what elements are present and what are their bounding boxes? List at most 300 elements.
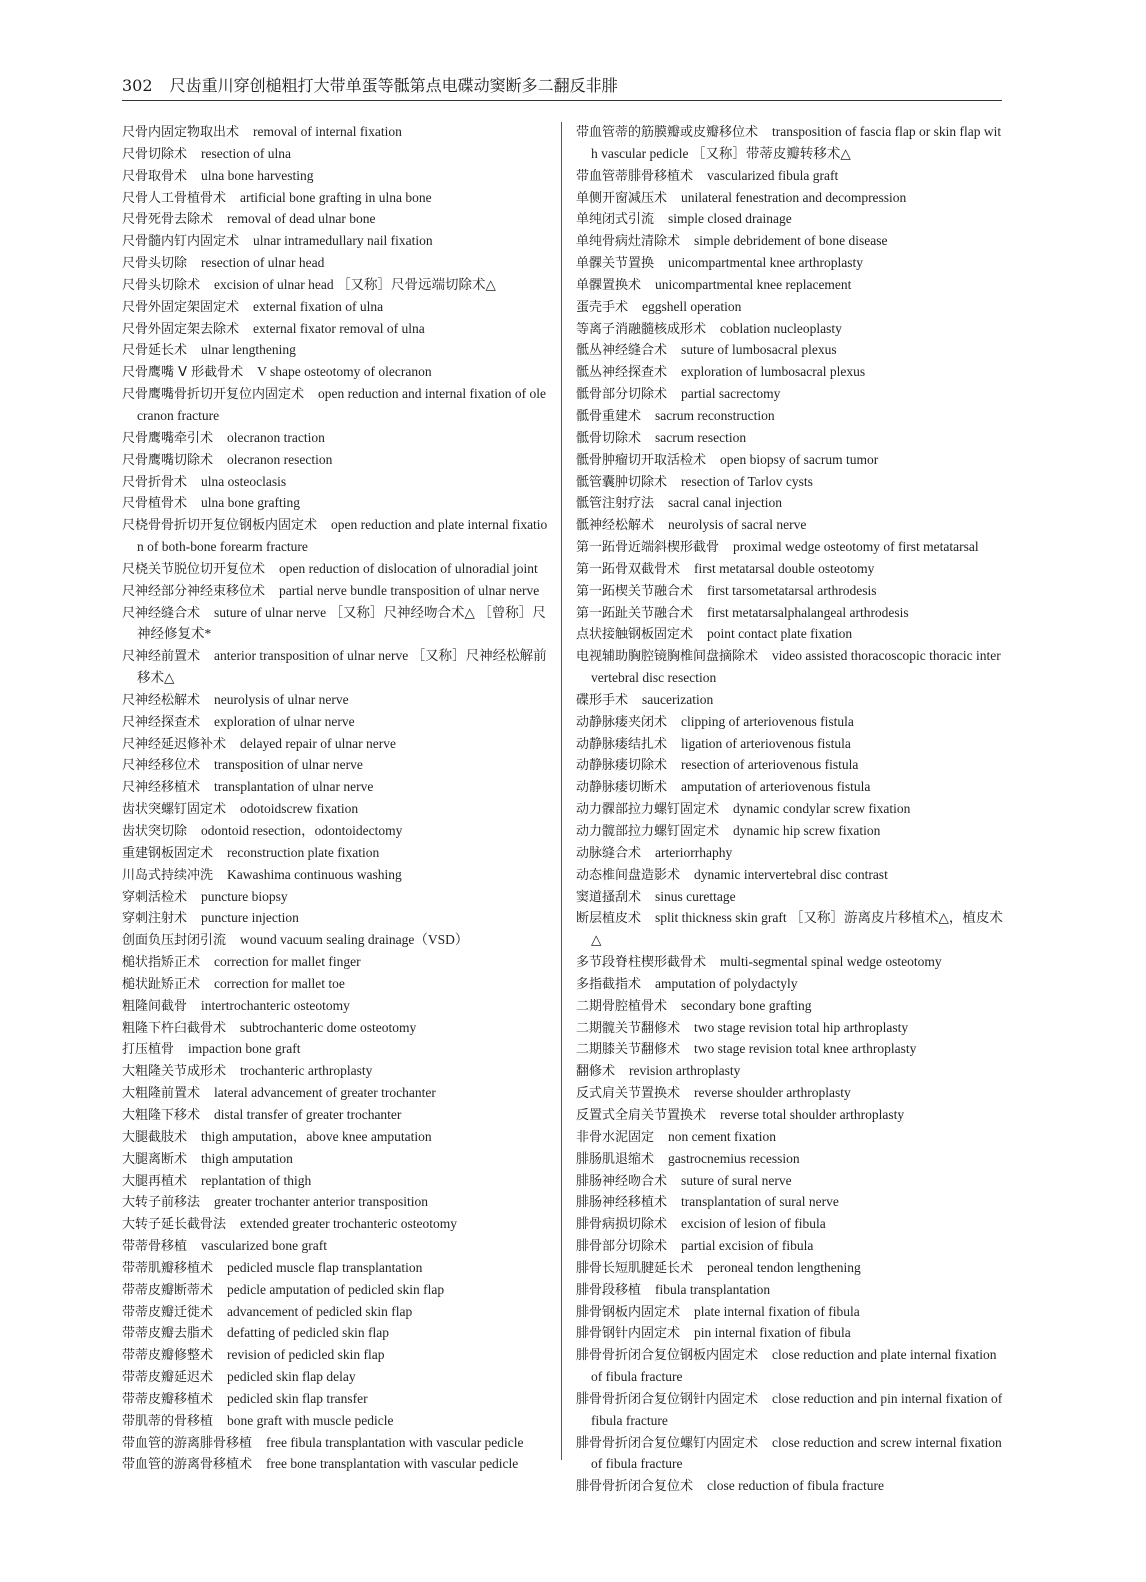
term-english: suture of sural nerve	[681, 1172, 792, 1188]
term-english: free bone transplantation with vascular pedicle	[266, 1456, 519, 1472]
glossary-entry	[576, 559, 1004, 581]
term-chinese: 反式肩关节置换术	[576, 1086, 681, 1102]
running-title: 尺齿重川穿创槌粗打大带单蛋等骶第点电碟动窦断多二翻反非腓	[169, 76, 618, 95]
term-chinese: 动脉缝合术	[576, 845, 642, 861]
glossary-entry	[122, 821, 550, 843]
term-english: point contact plate fixation	[707, 626, 853, 642]
term-chinese: 尺骨切除术	[122, 146, 188, 162]
glossary-entry	[576, 515, 1004, 537]
term-english: gastrocnemius recession	[668, 1150, 800, 1166]
glossary-entry	[122, 1411, 550, 1433]
term-chinese: 腓骨骨折闭合复位钢板内固定术	[576, 1348, 759, 1364]
glossary-entry	[122, 799, 550, 821]
glossary-entry	[122, 384, 550, 428]
term-english: revision of pedicled skin flap	[227, 1347, 385, 1363]
term-english: dynamic intervertebral disc contrast	[694, 866, 888, 882]
term-chinese: 单髁关节置换	[576, 256, 655, 272]
term-english: exploration of lumbosacral plexus	[681, 364, 866, 380]
term-english: transposition of ulnar nerve	[214, 757, 363, 773]
term-chinese: 尺骨内固定物取出术	[122, 125, 240, 140]
term-chinese: 尺神经缝合术	[122, 605, 201, 621]
term-english: external fixator removal of ulna	[253, 320, 425, 336]
glossary-entry	[122, 1389, 550, 1411]
glossary-entry	[122, 777, 550, 799]
term-english: sacral canal injection	[668, 495, 782, 511]
term-chinese: 骶管囊肿切除术	[576, 474, 668, 490]
glossary-entry	[576, 1171, 1004, 1193]
glossary-entry	[122, 1171, 550, 1193]
term-english: resection of Tarlov cysts	[681, 473, 813, 489]
term-english: first tarsometatarsal arthrodesis	[707, 582, 877, 598]
glossary-entry	[122, 1083, 550, 1105]
term-english: two stage revision total hip arthroplasty	[694, 1019, 909, 1035]
term-english: bone graft with muscle pedicle	[227, 1412, 394, 1428]
term-english: vascularized fibula graft	[707, 167, 839, 183]
term-english: removal of internal fixation	[253, 124, 402, 139]
term-chinese: 骶骨切除术	[576, 430, 642, 446]
term-chinese: 动静脉瘘切除术	[576, 758, 668, 774]
term-english: impaction bone graft	[188, 1041, 301, 1057]
glossary-entry	[576, 1105, 1004, 1127]
term-chinese: 腓骨钢板内固定术	[576, 1304, 681, 1320]
term-chinese: 腓骨骨折闭合复位术	[576, 1479, 694, 1495]
glossary-entry	[576, 996, 1004, 1018]
term-chinese: 蛋壳手术	[576, 299, 629, 315]
term-chinese: 尺骨外固定架固定术	[122, 299, 240, 315]
term-english: distal transfer of greater trochanter	[214, 1106, 402, 1122]
glossary-entry	[122, 1149, 550, 1171]
term-english: multi-segmental spinal wedge osteotomy	[720, 954, 942, 970]
glossary-entry	[576, 1280, 1004, 1302]
term-chinese: 骶管注射疗法	[576, 496, 655, 512]
term-english: correction for mallet toe	[214, 975, 345, 991]
term-chinese: 二期骨腔植骨术	[576, 998, 668, 1014]
term-english: pedicled muscle flap transplantation	[227, 1259, 423, 1275]
glossary-entry	[576, 690, 1004, 712]
term-english: suture of ulnar nerve ［又称］尺神经吻合术△ ［曾称］尺神经修复术*	[137, 604, 546, 642]
term-english: free fibula transplantation with vascular pedicle	[266, 1434, 524, 1450]
glossary-entry	[576, 1345, 1004, 1389]
glossary-entry	[576, 362, 1004, 384]
glossary-entry	[576, 865, 1004, 887]
term-chinese: 第一跖骨双截骨术	[576, 561, 681, 577]
term-english: trochanteric arthroplasty	[240, 1063, 373, 1079]
glossary-entry	[122, 690, 550, 712]
term-english: thigh amputation	[201, 1150, 293, 1166]
glossary-entry	[122, 1061, 550, 1083]
term-chinese: 尺骨鹰嘴牵引术	[122, 430, 214, 446]
term-chinese: 尺骨头切除术	[122, 277, 201, 293]
term-chinese: 尺骨髓内钉内固定术	[122, 234, 240, 250]
term-english: split thickness skin graft ［又称］游离皮片移植术△，植皮术△	[591, 910, 1003, 948]
glossary-entry	[576, 340, 1004, 362]
term-english: eggshell operation	[642, 298, 742, 314]
term-chinese: 尺骨鹰嘴骨折切开复位内固定术	[122, 387, 305, 403]
term-english: reconstruction plate fixation	[227, 844, 380, 860]
term-english: plate internal fixation of fibula	[694, 1303, 860, 1319]
glossary-entry	[122, 319, 550, 341]
glossary-entry	[576, 1323, 1004, 1345]
glossary-entry	[576, 122, 1004, 166]
glossary-entry	[576, 887, 1004, 909]
term-english: saucerization	[642, 691, 714, 707]
header-rule	[122, 100, 1002, 101]
term-english: partial sacrectomy	[681, 386, 781, 402]
term-english: coblation nucleoplasty	[720, 320, 842, 336]
glossary-entry	[576, 1433, 1004, 1477]
glossary-entry	[122, 755, 550, 777]
term-english: V shape osteotomy of olecranon	[257, 364, 432, 380]
term-english: reverse shoulder arthroplasty	[694, 1085, 851, 1101]
term-english: simple debridement of bone disease	[694, 233, 888, 249]
term-english: artificial bone grafting in ulna bone	[240, 189, 432, 205]
term-chinese: 腓骨骨折闭合复位钢针内固定术	[576, 1391, 759, 1407]
term-chinese: 带肌蒂的骨移植	[122, 1413, 214, 1429]
term-english: neurolysis of ulnar nerve	[214, 691, 349, 707]
term-english: secondary bone grafting	[681, 997, 812, 1013]
glossary-entry	[122, 930, 550, 952]
term-english: transplantation of sural nerve	[681, 1194, 839, 1210]
term-english: ulna bone harvesting	[201, 167, 314, 183]
term-chinese: 动力髋部拉力螺钉固定术	[576, 824, 720, 839]
term-english: exploration of ulnar nerve	[214, 713, 355, 729]
term-english: dynamic condylar screw fixation	[733, 801, 911, 817]
term-chinese: 带血管蒂腓骨移植术	[576, 168, 694, 184]
term-english: close reduction and plate internal fixation of fibula fracture	[591, 1347, 997, 1385]
right-column	[576, 122, 1004, 1498]
left-column	[122, 122, 550, 1476]
glossary-entry	[122, 996, 550, 1018]
glossary-entry	[122, 362, 550, 384]
term-english: external fixation of ulna	[253, 298, 384, 314]
term-english: excision of ulnar head ［又称］尺骨远端切除术△	[214, 276, 496, 292]
term-chinese: 穿刺活检术	[122, 889, 188, 905]
term-chinese: 带蒂皮瓣断蒂术	[122, 1282, 214, 1298]
glossary-entry	[122, 1127, 550, 1149]
glossary-entry	[576, 646, 1004, 690]
glossary-entry	[576, 777, 1004, 799]
term-chinese: 尺骨鹰嘴切除术	[122, 452, 214, 468]
term-chinese: 骶丛神经缝合术	[576, 343, 668, 359]
term-chinese: 反置式全肩关节置换术	[576, 1107, 707, 1123]
glossary-entry	[122, 908, 550, 930]
term-english: close reduction of fibula fracture	[707, 1478, 884, 1494]
term-chinese: 腓肠肌退缩术	[576, 1151, 655, 1167]
glossary-entry	[576, 755, 1004, 777]
term-english: resection of ulnar head	[201, 255, 325, 271]
term-english: close reduction and screw internal fixation of fibula fracture	[591, 1434, 1002, 1472]
term-chinese: 尺神经延迟修补术	[122, 736, 227, 752]
term-english: greater trochanter anterior transposition	[214, 1194, 429, 1210]
term-english: suture of lumbosacral plexus	[681, 342, 837, 358]
glossary-entry	[122, 340, 550, 362]
glossary-entry	[122, 1323, 550, 1345]
glossary-entry	[122, 1433, 550, 1455]
term-chinese: 穿刺注射术	[122, 911, 188, 927]
term-chinese: 点状接触钢板固定术	[576, 627, 694, 643]
term-english: arteriorrhaphy	[655, 844, 733, 860]
term-chinese: 腓肠神经移植术	[576, 1195, 668, 1211]
term-english: ulna osteoclasis	[201, 473, 287, 489]
glossary-entry	[576, 1476, 1004, 1498]
glossary-entry	[122, 603, 550, 647]
term-chinese: 尺骨死骨去除术	[122, 212, 214, 228]
glossary-entry	[122, 1454, 550, 1476]
term-chinese: 带血管的游离腓骨移植	[122, 1435, 253, 1451]
term-chinese: 骶骨肿瘤切开取活检术	[576, 452, 707, 468]
glossary-entry	[122, 887, 550, 909]
term-english: clipping of arteriovenous fistula	[681, 713, 854, 729]
glossary-entry	[576, 472, 1004, 494]
term-chinese: 腓骨长短肌腱延长术	[576, 1260, 694, 1276]
term-chinese: 腓骨病损切除术	[576, 1217, 668, 1233]
term-english: extended greater trochanteric osteotomy	[240, 1216, 458, 1232]
term-english: two stage revision total knee arthroplasty	[694, 1041, 917, 1057]
glossary-entry	[122, 122, 550, 144]
term-chinese: 第一跖骨近端斜楔形截骨	[576, 540, 720, 556]
term-english: sacrum resection	[655, 429, 747, 445]
term-chinese: 单髁置换术	[576, 277, 642, 293]
term-english: subtrochanteric dome osteotomy	[240, 1019, 417, 1035]
term-chinese: 骶丛神经探查术	[576, 365, 668, 381]
term-chinese: 动态椎间盘造影术	[576, 867, 681, 883]
glossary-entry	[576, 1039, 1004, 1061]
term-chinese: 第一跖楔关节融合术	[576, 583, 694, 599]
page-header	[122, 74, 1002, 98]
term-chinese: 动力髁部拉力螺钉固定术	[576, 802, 720, 818]
term-english: sacrum reconstruction	[655, 407, 775, 423]
term-english: pedicle amputation of pedicled skin flap	[227, 1281, 445, 1297]
term-english: video assisted thoracoscopic thoracic intervertebral disc resection	[591, 648, 1001, 686]
term-chinese: 腓骨部分切除术	[576, 1239, 668, 1255]
glossary-entry	[576, 908, 1004, 952]
term-english: ulna bone grafting	[201, 495, 300, 511]
term-english: anterior transposition of ulnar nerve ［又称］尺神经松解前移术△	[137, 648, 547, 686]
glossary-entry	[122, 253, 550, 275]
term-chinese: 多节段脊柱楔形截骨术	[576, 955, 707, 971]
term-chinese: 带蒂皮瓣修整术	[122, 1348, 214, 1364]
term-english: lateral advancement of greater trochanter	[214, 1085, 436, 1101]
term-chinese: 尺桡关节脱位切开复位术	[122, 561, 266, 577]
glossary-entry	[122, 275, 550, 297]
term-chinese: 尺神经松解术	[122, 692, 201, 708]
term-chinese: 尺神经探查术	[122, 714, 201, 730]
term-english: Kawashima continuous washing	[227, 866, 402, 882]
term-chinese: 大腿截肢术	[122, 1129, 188, 1145]
term-chinese: 带血管蒂的筋膜瓣或皮瓣移位术	[576, 125, 759, 140]
term-chinese: 尺骨鹰嘴 V 形截骨术	[122, 365, 244, 381]
term-english: revision arthroplasty	[629, 1063, 741, 1079]
term-chinese: 多指截指术	[576, 976, 642, 992]
term-chinese: 大粗隆前置术	[122, 1086, 201, 1102]
glossary-entry	[122, 297, 550, 319]
term-chinese: 腓骨段移植	[576, 1282, 642, 1298]
glossary-entry	[576, 297, 1004, 319]
term-english: first metatarsalphalangeal arthrodesis	[707, 604, 909, 620]
term-chinese: 槌状趾矫正术	[122, 976, 201, 992]
glossary-entry	[122, 712, 550, 734]
term-english: wound vacuum sealing drainage（VSD）	[240, 932, 469, 948]
term-english: amputation of arteriovenous fistula	[681, 779, 871, 795]
term-english: thigh amputation，above knee amputation	[201, 1128, 432, 1144]
glossary-entry	[576, 384, 1004, 406]
term-english: peroneal tendon lengthening	[707, 1259, 861, 1275]
term-chinese: 尺骨人工骨植骨术	[122, 190, 227, 206]
term-chinese: 二期膝关节翻修术	[576, 1042, 681, 1058]
term-english: ulnar lengthening	[201, 342, 296, 358]
term-chinese: 带血管的游离骨移植术	[122, 1457, 253, 1473]
glossary-entry	[576, 1302, 1004, 1324]
term-chinese: 尺骨头切除	[122, 256, 188, 272]
term-chinese: 碟形手术	[576, 692, 629, 708]
glossary-entry	[576, 275, 1004, 297]
term-chinese: 尺神经部分神经束移位术	[122, 583, 266, 599]
term-english: partial nerve bundle transposition of ulnar nerve	[279, 582, 540, 598]
glossary-entry	[576, 974, 1004, 996]
term-english: reverse total shoulder arthroplasty	[720, 1106, 905, 1122]
term-english: delayed repair of ulnar nerve	[240, 735, 396, 751]
glossary-entry	[122, 1105, 550, 1127]
term-chinese: 大腿离断术	[122, 1151, 188, 1167]
glossary-entry	[122, 843, 550, 865]
glossary-entry	[576, 799, 1004, 821]
glossary-entry	[576, 1258, 1004, 1280]
term-english: resection of ulna	[201, 145, 291, 161]
term-chinese: 单侧开窗减压术	[576, 190, 668, 206]
glossary-entry	[122, 734, 550, 756]
term-english: sinus curettage	[655, 888, 736, 904]
term-chinese: 尺神经前置术	[122, 649, 201, 665]
term-english: ulnar intramedullary nail fixation	[253, 233, 433, 249]
glossary-entry	[576, 1214, 1004, 1236]
term-chinese: 电视辅助胸腔镜胸椎间盘摘除术	[576, 649, 759, 665]
glossary-entry	[122, 1236, 550, 1258]
glossary-entry	[576, 406, 1004, 428]
term-chinese: 带蒂皮瓣移植术	[122, 1391, 214, 1407]
term-chinese: 断层植皮术	[576, 911, 642, 927]
term-chinese: 翻修术	[576, 1064, 616, 1080]
glossary-entry	[576, 843, 1004, 865]
term-chinese: 窦道搔刮术	[576, 889, 642, 905]
glossary-entry	[122, 1018, 550, 1040]
term-english: odotoidscrew fixation	[240, 801, 359, 817]
term-english: vascularized bone graft	[201, 1238, 327, 1254]
glossary-entry	[122, 188, 550, 210]
term-chinese: 骶骨重建术	[576, 408, 642, 424]
term-english: intertrochanteric osteotomy	[201, 997, 350, 1013]
term-english: removal of dead ulnar bone	[227, 211, 376, 227]
term-chinese: 大腿再植术	[122, 1173, 188, 1189]
glossary-entry	[576, 450, 1004, 472]
glossary-entry	[576, 493, 1004, 515]
term-english: olecranon traction	[227, 429, 325, 445]
term-chinese: 腓骨钢针内固定术	[576, 1326, 681, 1342]
glossary-entry	[122, 974, 550, 996]
column-divider	[561, 122, 562, 1460]
term-english: simple closed drainage	[668, 211, 792, 227]
term-english: defatting of pedicled skin flap	[227, 1325, 389, 1341]
term-english: replantation of thigh	[201, 1172, 312, 1188]
glossary-entry	[576, 603, 1004, 625]
glossary-entry	[576, 712, 1004, 734]
glossary-entry	[122, 209, 550, 231]
term-chinese: 动静脉瘘夹闭术	[576, 714, 668, 730]
term-english: unilateral fenestration and decompression	[681, 189, 907, 205]
term-english: olecranon resection	[227, 451, 333, 467]
term-chinese: 川岛式持续冲洗	[122, 867, 214, 883]
glossary-entry	[576, 209, 1004, 231]
term-english: open biopsy of sacrum tumor	[720, 451, 879, 467]
term-chinese: 粗隆间截骨	[122, 998, 188, 1014]
term-chinese: 带蒂皮瓣延迟术	[122, 1370, 214, 1386]
term-english: advancement of pedicled skin flap	[227, 1303, 413, 1319]
term-english: pedicled skin flap transfer	[227, 1390, 368, 1406]
term-english: open reduction and internal fixation of olecranon fracture	[137, 386, 546, 423]
term-english: excision of lesion of fibula	[681, 1216, 826, 1232]
term-chinese: 腓骨骨折闭合复位螺钉内固定术	[576, 1435, 759, 1451]
term-english: resection of arteriovenous fistula	[681, 757, 859, 773]
term-english: pin internal fixation of fibula	[694, 1325, 851, 1341]
glossary-entry	[122, 166, 550, 188]
term-chinese: 创面负压封闭引流	[122, 933, 227, 949]
glossary-entry	[122, 1258, 550, 1280]
term-chinese: 槌状指矫正术	[122, 955, 201, 971]
glossary-entry	[122, 952, 550, 974]
glossary-entry	[122, 144, 550, 166]
glossary-entry	[576, 231, 1004, 253]
glossary-entry	[576, 1127, 1004, 1149]
term-chinese: 尺骨外固定架去除术	[122, 321, 240, 337]
term-chinese: 动静脉瘘切断术	[576, 780, 668, 796]
term-chinese: 骶神经松解术	[576, 518, 655, 534]
term-english: transplantation of ulnar nerve	[214, 779, 374, 795]
glossary-entry	[122, 493, 550, 515]
glossary-entry	[122, 450, 550, 472]
term-chinese: 尺骨折骨术	[122, 474, 188, 490]
term-chinese: 带蒂肌瓣移植术	[122, 1260, 214, 1276]
page-number: 302	[122, 76, 153, 95]
term-chinese: 第一跖趾关节融合术	[576, 605, 694, 621]
term-chinese: 大转子前移法	[122, 1195, 201, 1211]
term-english: transposition of fascia flap or skin flap with vascular pedicle ［又称］带蒂皮瓣转移术△	[591, 124, 1002, 161]
glossary-entry	[122, 472, 550, 494]
term-chinese: 大转子延长截骨法	[122, 1217, 227, 1233]
term-english: neurolysis of sacral nerve	[668, 517, 807, 533]
term-english: dynamic hip screw fixation	[733, 823, 881, 838]
glossary-entry	[576, 253, 1004, 275]
term-english: correction for mallet finger	[214, 954, 361, 970]
glossary-entry	[122, 1367, 550, 1389]
term-chinese: 等离子消融髓核成形术	[576, 321, 707, 337]
glossary-entry	[576, 734, 1004, 756]
term-chinese: 非骨水泥固定	[576, 1129, 655, 1145]
glossary-entry	[576, 1192, 1004, 1214]
glossary-entry	[576, 319, 1004, 341]
term-english: ligation of arteriovenous fistula	[681, 735, 851, 751]
glossary-entry	[122, 1280, 550, 1302]
glossary-entry	[122, 428, 550, 450]
glossary-entry	[576, 1061, 1004, 1083]
glossary-entry	[122, 1345, 550, 1367]
term-english: amputation of polydactyly	[655, 975, 798, 991]
glossary-entry	[576, 624, 1004, 646]
glossary-entry	[576, 952, 1004, 974]
glossary-entry	[576, 166, 1004, 188]
term-english: odontoid resection，odontoidectomy	[201, 823, 403, 838]
glossary-entry	[122, 1039, 550, 1061]
term-chinese: 齿状突切除	[122, 824, 188, 839]
term-english: partial excision of fibula	[681, 1238, 814, 1254]
